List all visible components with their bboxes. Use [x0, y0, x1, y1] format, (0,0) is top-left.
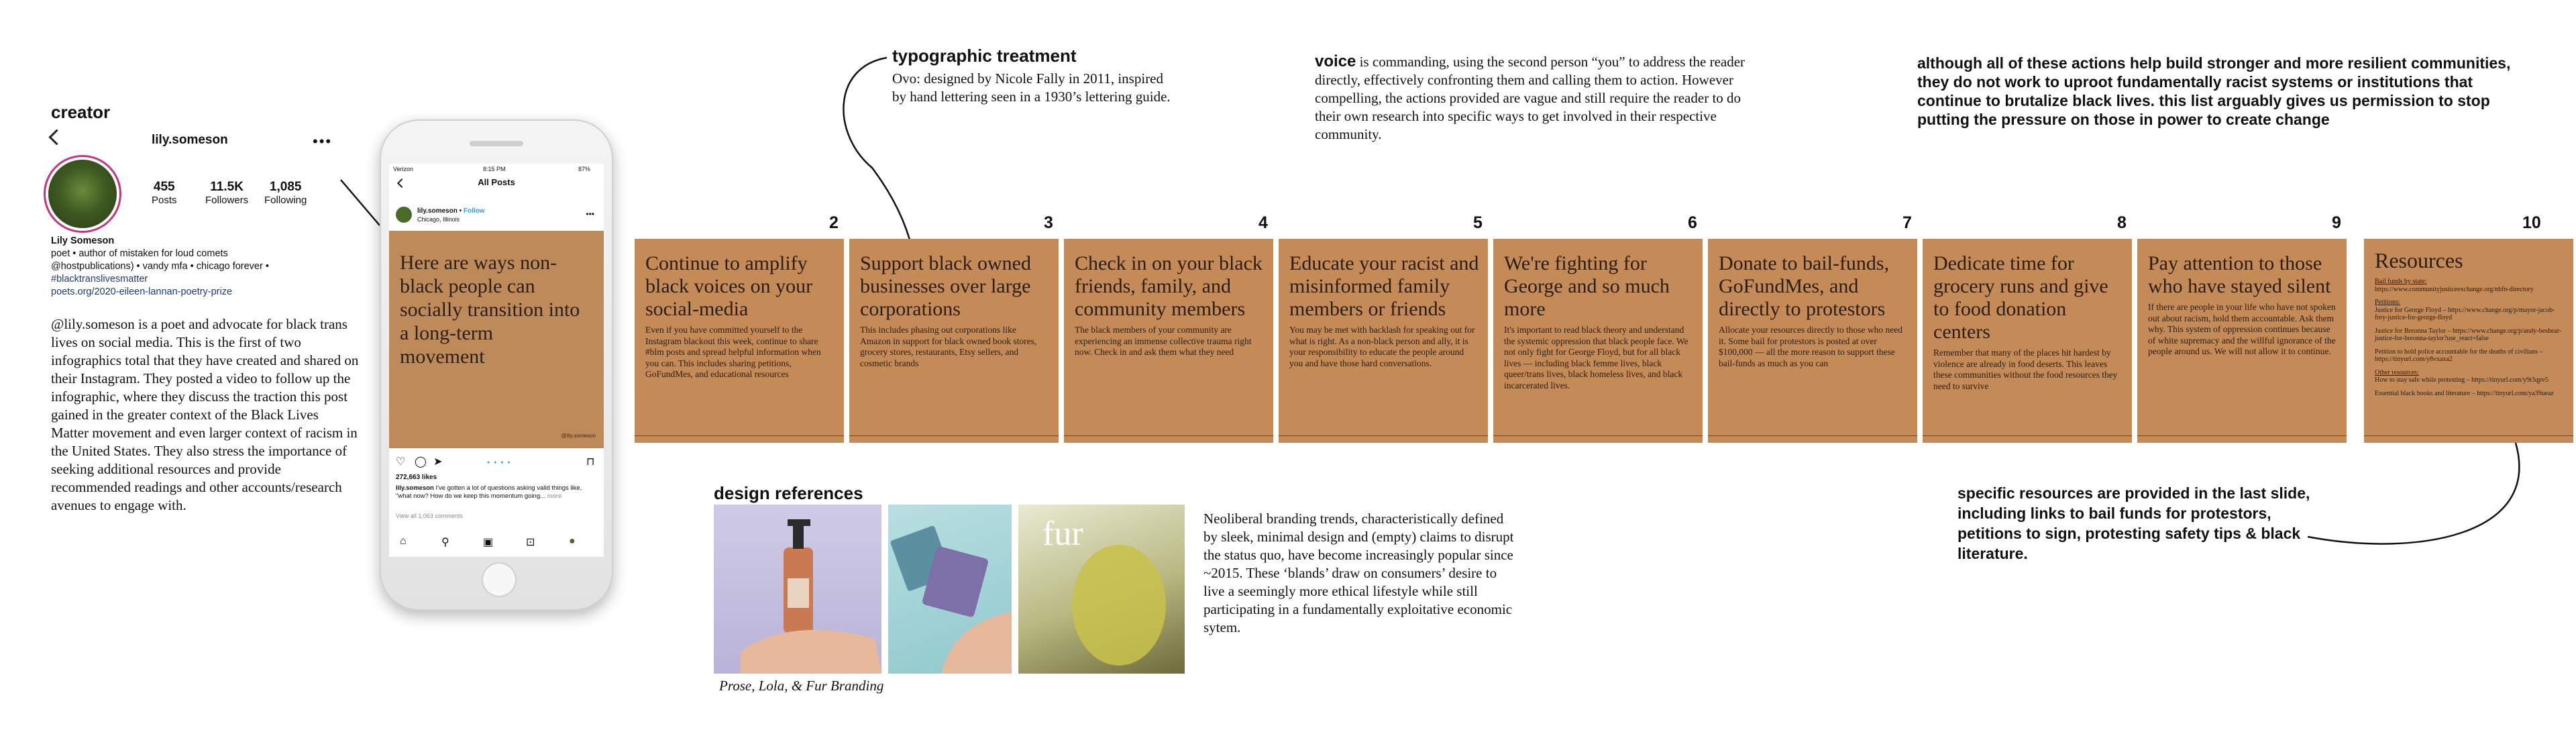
bottle-hand-illustration [714, 505, 881, 674]
resource-heading: Other resources: [2375, 368, 2419, 376]
follow-button[interactable]: Follow [463, 207, 485, 215]
resources-list [2375, 278, 2563, 403]
slide-body: The black members of your community are experiencing an immense collective trauma right now. Check in and ask them what they need [1075, 325, 1252, 357]
carrier-label: Verizon [393, 166, 414, 172]
reels-icon[interactable]: ▣ [483, 537, 494, 548]
slide-number: 6 [1688, 213, 1697, 232]
resource-link[interactable]: Essential black books and literature – https://tinyurl.com/ya39ueaz [2375, 389, 2554, 397]
heart-icon[interactable]: ♡ [396, 456, 406, 468]
resource-link[interactable]: How to stay safe while protesting – https://tinyurl.com/y9t3qpv5 [2375, 376, 2548, 384]
home-icon[interactable]: ⌂ [400, 535, 407, 547]
resource-item[interactable] [2375, 278, 2563, 293]
slide-number: 7 [1902, 213, 1912, 232]
creator-description: @lily.someson is a poet and advocate for black trans lives on social media. This is the first of two infographics total that they have created and shared on their Instagram. They posted a video to follow up the infographic, where they discuss the traction this post gained in the greater context of the Black Lives Matter movement and even larger context of racism in the United States. They also stress the importance of seeking additional resources and provide recommended readings and other accounts/research avenues to engage with. [51, 316, 359, 513]
slide-body: If there are people in your life who have not spoken out about racism, hold them accountable. Ask them why. This system of oppression continues because of white supremacy and the willful ignorance of the people around us. We will not allow it to continue. [2148, 302, 2336, 356]
carousel-indicator: ● ● ● ● [487, 460, 512, 465]
slide-divider [1493, 435, 1703, 436]
post-avatar[interactable] [396, 207, 412, 223]
more-dots-icon[interactable]: ••• [313, 133, 333, 150]
slide-title: Dedicate time for grocery runs and give to food donation centers [1933, 252, 2108, 343]
bookmark-icon[interactable]: ⊓ [586, 456, 595, 468]
post-username-text: lily.someson [417, 207, 458, 215]
post-caption [396, 484, 597, 501]
resource-heading: Bail funds by state: [2375, 278, 2427, 285]
chevron-left-icon[interactable] [48, 129, 64, 145]
slide-card-7[interactable] [1708, 239, 1917, 443]
bio-website-link[interactable]: poets.org/2020-eileen-lannan-poetry-prize [51, 286, 233, 297]
fur-logo: fur [1042, 515, 1083, 553]
connector-resources-to-slide [2308, 443, 2519, 544]
voice-annotation [1315, 52, 1758, 144]
slide-card-4[interactable] [1064, 239, 1273, 443]
post-location[interactable]: Chicago, Illinois [417, 216, 460, 223]
post-header [396, 207, 597, 227]
slide-resources[interactable] [2364, 239, 2573, 443]
slide-number: 10 [2522, 213, 2541, 232]
slide-card-5[interactable] [1279, 239, 1488, 443]
slide-title: Pay attention to those who have stayed silent [2148, 252, 2331, 297]
reference-image-prose [714, 505, 881, 674]
resource-item[interactable] [2375, 327, 2563, 343]
critique-annotation: although all of these actions help build stronger and more resilient communities, they do not work to uproot fundamentally racist systems or institutions that continue to brutalize black lives. this list arguably gives us permission to stop putting the pressure on those in power to create change [1917, 54, 2511, 128]
design-references-body: Neoliberal branding trends, characteristically defined by sleek, minimal design and (empty) claims to disrupt the status quo, have become increasingly popular since ~2015. These ‘blands’ draw on consumers’ desire to live a seemingly more ethical lifestyle while still participating in a fundamentally exploitative economic sytem. [1203, 511, 1514, 635]
slide-body: It's important to read black theory and understand the systemic oppression that black people face. We not only fight for George Floyd, but for all black lives — including black femme lives, black queer/trans lives, black homeless lives, and black incarcerated lives. [1504, 325, 1688, 390]
phone-home-button[interactable] [482, 562, 517, 597]
profile-bio [51, 235, 333, 299]
slide-card-3[interactable] [849, 239, 1059, 443]
resource-link[interactable]: Justice for George Floyd – https://www.change.org/p/mayor-jacob-frey-justice-for-george-floyd [2375, 306, 2555, 321]
post-image[interactable] [389, 231, 604, 448]
phone-screen [389, 164, 604, 557]
slide-body: Allocate your resources directly to those who need it. Some bail for protestors is posted at over $100,000 — all the more reason to support these bail-funds as much as you can [1719, 325, 1903, 368]
shop-icon[interactable]: ⊡ [526, 537, 535, 548]
caption-more-link[interactable]: more [547, 492, 562, 500]
bio-name: Lily Someson [51, 235, 115, 246]
slide-title: Continue to amplify black voices on your social-media [645, 252, 813, 320]
resource-item[interactable] [2375, 348, 2563, 364]
bottom-nav [389, 531, 604, 551]
bio-line: poet • author of mistaken for loud comets [51, 248, 228, 259]
resources-annotation: specific resources are provided in the last slide, including links to bail funds for protestors, petitions to sign, protesting safety tips & black literature. [1957, 484, 2310, 562]
bio-line: @hostpublications) • vandy mfa • chicago forever • [51, 261, 269, 272]
resource-heading: Petitions: [2375, 299, 2400, 306]
post-username[interactable]: lily.someson • Follow [417, 207, 485, 215]
resources-title: Resources [2375, 248, 2463, 272]
slide-divider [1708, 435, 1917, 436]
slide-body: Remember that many of the places hit hardest by violence are already in food deserts. This leaves these communities without the food resources they need to survive [1933, 348, 2118, 391]
battery-level: 87% [578, 166, 591, 172]
comment-icon[interactable]: ◯ [415, 456, 427, 468]
slide-title: Check in on your black friends, family, and community members [1075, 252, 1263, 320]
slide-title: Support black owned businesses over large corporations [860, 252, 1031, 320]
slide-title: Donate to bail-funds, GoFundMes, and directly to protestors [1719, 252, 1890, 320]
design-references-caption: Prose, Lola, & Fur Branding [719, 678, 884, 694]
stat-posts[interactable] [152, 180, 177, 206]
stat-followers-value: 11.5K [210, 180, 244, 194]
slide-card-9[interactable] [2137, 239, 2347, 443]
stat-following[interactable] [264, 180, 307, 206]
share-icon[interactable]: ➤ [433, 456, 443, 468]
search-icon[interactable]: ⚲ [441, 537, 449, 548]
caption-username[interactable]: lily.someson [396, 484, 434, 492]
packet-hand-illustration [888, 505, 1012, 674]
slide-body: Even if you have committed yourself to the Instagram blackout this week, continue to share #blm posts and spread helpful information when you can. This includes sharing petitions, GoFundMes, and educational resources [645, 325, 821, 379]
slide-card-2[interactable] [635, 239, 844, 443]
slide-number: 3 [1044, 213, 1053, 232]
view-comments-link[interactable]: View all 1,063 comments [396, 513, 463, 519]
design-references-heading: design references [714, 483, 863, 503]
slide-number: 5 [1473, 213, 1483, 232]
avatar[interactable] [48, 160, 117, 228]
stat-posts-value: 455 [153, 180, 175, 194]
reference-image-fur [1018, 505, 1185, 674]
page-title: All Posts [478, 177, 515, 187]
oil-bottle-illustration [1018, 505, 1185, 674]
slide-body: This includes phasing out corporations like Amazon in support for black owned book stores, grocery stores, restaurants, Etsy sellers, and cosmetic brands [860, 325, 1037, 368]
resource-item[interactable] [2375, 390, 2563, 398]
caption-text: I've gotten a lot of questions asking valid things like, "what now? How do we keep this momentum going... [396, 484, 582, 500]
slide-divider [2364, 435, 2573, 436]
phone-speaker [470, 141, 523, 146]
slide-divider [2137, 435, 2347, 436]
status-time: 8:15 PM [483, 166, 506, 172]
typography-body: Ovo: designed by Nicole Fally in 2011, inspired by hand lettering seen in a 1930’s lettering guide. [892, 70, 1171, 105]
slide-number: 4 [1258, 213, 1268, 232]
bio-hashtag-link[interactable]: #blacktranslivesmatter [51, 274, 148, 284]
post-image-text: Here are ways non-black people can socially transition into a long-term movement [400, 252, 580, 368]
slide-card-6[interactable] [1493, 239, 1703, 443]
typography-heading: typographic treatment [892, 46, 1077, 66]
status-bar [389, 164, 604, 174]
stat-following-label: Following [264, 195, 307, 206]
stat-posts-label: Posts [152, 195, 177, 206]
slide-divider [1064, 435, 1273, 436]
reference-image-lola [888, 505, 1012, 674]
resource-link[interactable]: https://www.communityjusticeexchange.org/nbfn-directory [2375, 285, 2534, 293]
more-dots-icon[interactable]: ••• [586, 209, 594, 219]
slide-divider [1923, 435, 2132, 436]
voice-body: is commanding, using the second person “you” to address the reader directly, effectively confronting them and calling them to action. However compelling, the actions provided are vague and still require the reader to do their own research into specific ways to get involved in their respective community. [1315, 54, 1746, 142]
slide-divider [635, 435, 844, 436]
slide-number: 2 [829, 213, 839, 232]
resource-item[interactable] [2375, 299, 2563, 322]
post-likes[interactable]: 272,663 likes [396, 474, 437, 481]
slide-number: 9 [2332, 213, 2341, 232]
resource-item[interactable] [2375, 369, 2563, 384]
slide-title: We're fighting for George and so much more [1504, 252, 1670, 320]
slide-divider [849, 435, 1059, 436]
connector-profile-to-phone [341, 180, 380, 225]
slide-body: You may be met with backlash for speaking out for what is right. As a non-black person and ally, it is your responsibility to educate the people around you and have those hard conversations. [1289, 325, 1475, 368]
profile-icon[interactable]: ● [569, 535, 576, 547]
slide-divider [1279, 435, 1488, 436]
creator-heading: creator [51, 102, 111, 122]
voice-lead: voice [1315, 52, 1356, 70]
profile-handle: lily.someson [152, 133, 228, 147]
resource-link[interactable]: Justice for Breonna Taylor – https://www.change.org/p/andy-beshear-justice-for-breonna-taylor?use_react=false [2375, 327, 2562, 342]
resource-link[interactable]: Petition to hold police accountable for the deaths of civilians – https://tinyurl.com/y8vxaxa2 [2375, 348, 2543, 363]
slide-number: 8 [2117, 213, 2127, 232]
stat-followers[interactable] [205, 180, 248, 206]
post-image-credit: @lily.someson [561, 433, 596, 439]
stat-following-value: 1,085 [269, 180, 302, 194]
stat-followers-label: Followers [205, 195, 249, 206]
slide-card-8[interactable] [1923, 239, 2132, 443]
slide-title: Educate your racist and misinformed family members or friends [1289, 252, 1479, 320]
